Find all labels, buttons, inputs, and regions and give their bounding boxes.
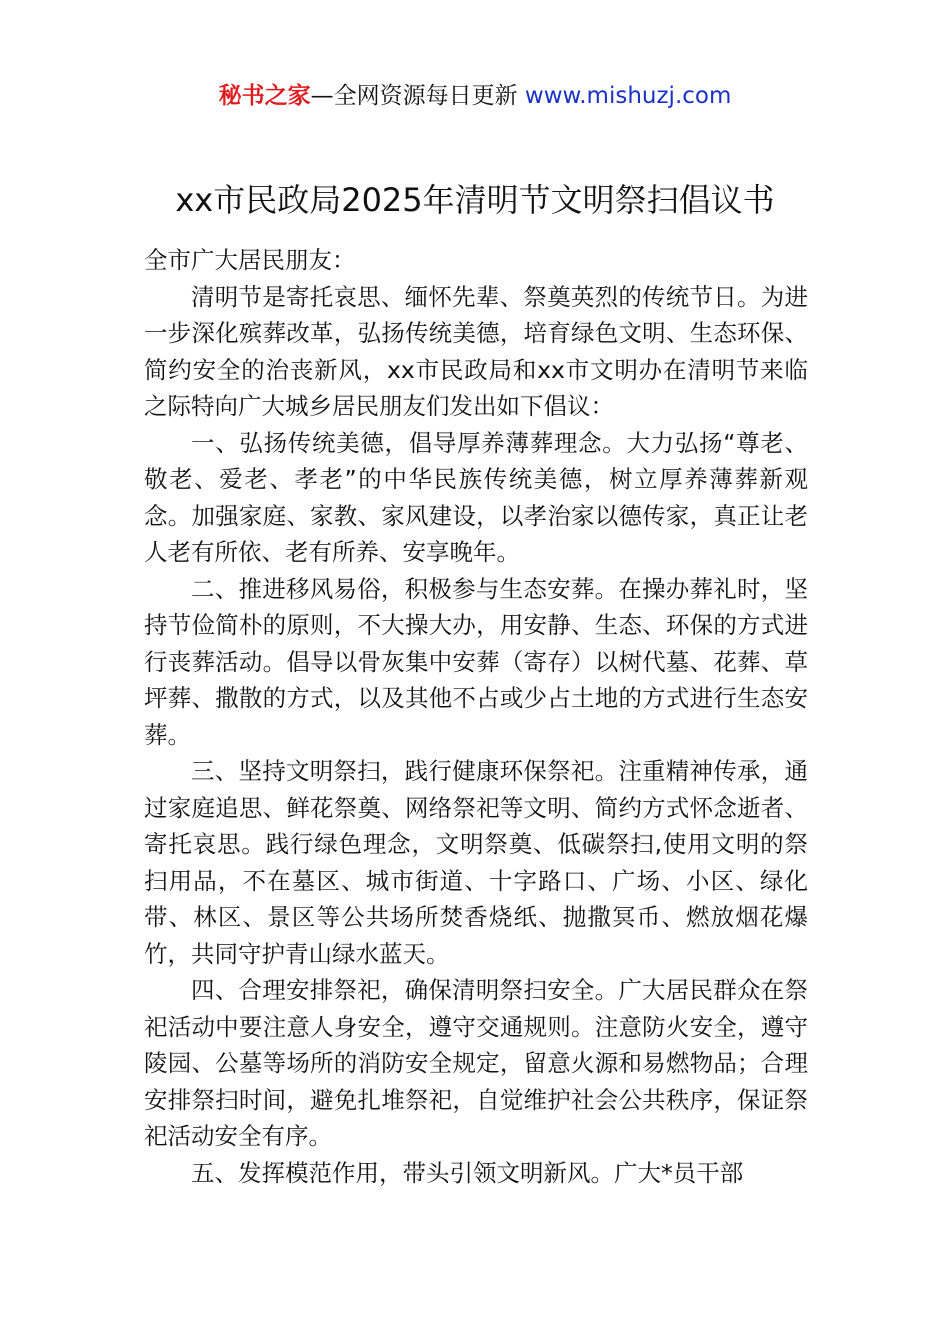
site-header	[0, 80, 950, 112]
paragraph-item-4: 四、合理安排祭祀，确保清明祭扫安全。广大居民群众在祭祀活动中要注意人身安全，遵守交通规则。注意防火安全，遵守陵园、公墓等场所的消防安全规定，留意火源和易燃物品；合理安排祭扫时间，避免扎堆祭祀，自觉维护社会公共秩序，保证祭祀活动安全有序。	[144, 976, 808, 1150]
document-body	[144, 242, 808, 1191]
paragraph-item-5: 五、发挥模范作用，带头引领文明新风。广大*员干部	[191, 1158, 744, 1187]
document-title: xx市民政局2025年清明节文明祭扫倡议书	[175, 181, 775, 219]
paragraph-item-1: 一、弘扬传统美德，倡导厚养薄葬理念。大力弘扬“尊老、敬老、爱老、孝老”的中华民族传统美德，树立厚养薄葬新观念。加强家庭、家教、家风建设，以孝治家以德传家，真正让老人老有所依、老有所养、安享晚年。	[144, 428, 808, 566]
paragraph-item-2: 二、推进移风易俗，积极参与生态安葬。在操办葬礼时，坚持节俭简朴的原则，不大操大办，用安静、生态、环保的方式进行丧葬活动。倡导以骨灰集中安葬（寄存）以树代墓、花葬、草坪葬、撒散的方式，以及其他不占或少占土地的方式进行生态安葬。	[144, 574, 808, 749]
paragraph-intro: 清明节是寄托哀思、缅怀先辈、祭奠英烈的传统节日。为进一步深化殡葬改革，弘扬传统美德，培育绿色文明、生态环保、简约安全的治丧新风，xx市民政局和xx市文明办在清明节来临之际特向广大城乡居民朋友们发出如下倡议：	[144, 282, 808, 420]
paragraph-item-3: 三、坚持文明祭扫，践行健康环保祭祀。注重精神传承，通过家庭追思、鲜花祭奠、网络祭祀等文明、简约方式怀念逝者、寄托哀思。践行绿色理念，文明祭奠、低碳祭扫,使用文明的祭扫用品，不在墓区、城市街道、十字路口、广场、小区、绿化带、林区、景区等公共场所焚香烧纸、抛撒冥币、燃放烟花爆竹，共同守护青山绿水蓝天。	[144, 757, 808, 968]
site-slogan: —全网资源每日更新	[310, 83, 518, 109]
salutation: 全市广大居民朋友：	[144, 246, 356, 274]
brand-name: 秘书之家	[218, 83, 311, 109]
site-url-link[interactable]: www.mishuzj.com	[524, 83, 732, 109]
